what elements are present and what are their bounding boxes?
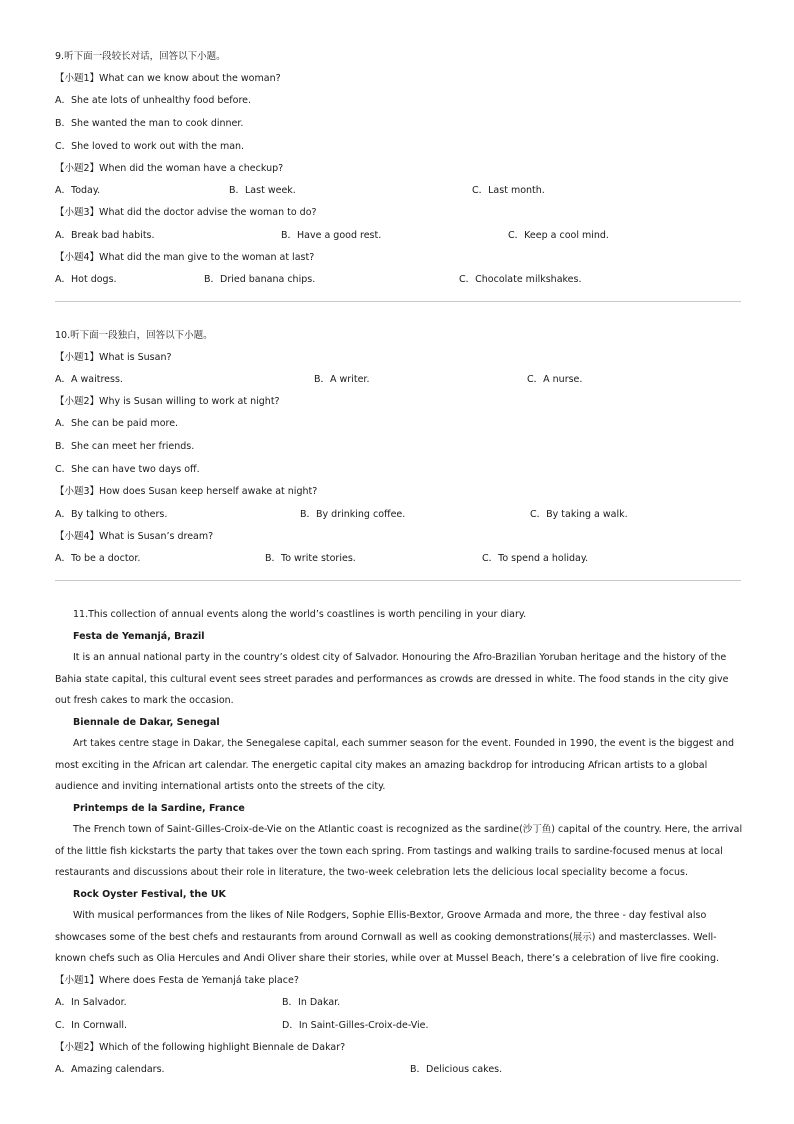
q10-intro: 10.听下面一段独白，回答以下小题。 bbox=[55, 330, 213, 341]
q9-sub1-option-a: A．She ate lots of unhealthy food before. bbox=[55, 95, 252, 106]
q11-sub1-option-b: B．In Dakar. bbox=[282, 997, 341, 1008]
q9-sub1-option-b: B．She wanted the man to cook dinner. bbox=[55, 118, 244, 129]
q11-sub2-question: 【小题2】Which of the following highlight Biennale de Dakar? bbox=[55, 1042, 346, 1053]
section-divider bbox=[55, 301, 741, 302]
q10-sub2-option-c: C．She can have two days off. bbox=[55, 464, 200, 475]
q10-sub3-option-b: B．By drinking coffee. bbox=[300, 509, 406, 520]
q11-sub2-option-b: B．Delicious cakes. bbox=[410, 1064, 503, 1075]
q9-sub3-option-c: C．Keep a cool mind. bbox=[508, 230, 609, 241]
q11-sub2-option-a: A．Amazing calendars. bbox=[55, 1064, 165, 1075]
q10-sub3-option-a: A．By talking to others. bbox=[55, 509, 168, 520]
q9-intro: 9.听下面一段较长对话，回答以下小题。 bbox=[55, 51, 226, 62]
q11-sub1-option-c: C．In Cornwall. bbox=[55, 1020, 128, 1031]
section-divider bbox=[55, 580, 741, 581]
q10-sub2-option-a: A．She can be paid more. bbox=[55, 418, 179, 429]
q10-sub1-option-c: C．A nurse. bbox=[527, 374, 583, 385]
q9-sub2-option-b: B．Last week. bbox=[229, 185, 296, 196]
q10-sub4-question: 【小题4】What is Susan’s dream? bbox=[55, 531, 214, 542]
section-heading-oyster: Rock Oyster Festival, the UK bbox=[73, 889, 226, 900]
section-body-sardine: The French town of Saint-Gilles-Croix-de-Vie on the Atlantic coast is recognized as the sardine(沙丁鱼) capital of the country. Here, the arrival of the little fish kickstarts the party that takes over the town each spring. From tastings and walking trails to sardine-focused menus at local restaurants and discussions about their role in literature, the two-week celebration lets the delicious local speciality become a focus. bbox=[55, 824, 743, 879]
q11-sub1-option-d: D．In Saint-Gilles-Croix-de-Vie. bbox=[282, 1020, 429, 1031]
q10-sub1-option-b: B．A writer. bbox=[314, 374, 370, 385]
q9-sub1-question: 【小题1】What can we know about the woman? bbox=[55, 73, 281, 84]
q9-sub4-option-c: C．Chocolate milkshakes. bbox=[459, 274, 582, 285]
q10-sub1-question: 【小题1】What is Susan? bbox=[55, 352, 172, 363]
q10-sub4-option-a: A．To be a doctor. bbox=[55, 553, 141, 564]
q9-sub2-option-c: C．Last month. bbox=[472, 185, 545, 196]
q10-sub2-question: 【小题2】Why is Susan willing to work at night? bbox=[55, 396, 280, 407]
q9-sub4-question: 【小题4】What did the man give to the woman at last? bbox=[55, 252, 315, 263]
section-heading-sardine: Printemps de la Sardine, France bbox=[73, 803, 245, 814]
q11-sub1-question: 【小题1】Where does Festa de Yemanjá take place? bbox=[55, 975, 299, 986]
section-heading-dakar: Biennale de Dakar, Senegal bbox=[73, 717, 220, 728]
q9-sub3-option-a: A．Break bad habits. bbox=[55, 230, 155, 241]
q9-sub2-option-a: A．Today. bbox=[55, 185, 101, 196]
q9-sub4-option-b: B．Dried banana chips. bbox=[204, 274, 316, 285]
q9-sub2-question: 【小题2】When did the woman have a checkup? bbox=[55, 163, 284, 174]
q10-sub3-question: 【小题3】How does Susan keep herself awake at night? bbox=[55, 486, 318, 497]
q9-sub4-option-a: A．Hot dogs. bbox=[55, 274, 117, 285]
section-heading-yemanja: Festa de Yemanjá, Brazil bbox=[73, 631, 205, 642]
q10-sub3-option-c: C．By taking a walk. bbox=[530, 509, 628, 520]
q11-intro: 11.This collection of annual events along the world’s coastlines is worth penciling in your diary. bbox=[73, 609, 527, 620]
q11-sub1-option-a: A．In Salvador. bbox=[55, 997, 127, 1008]
section-body-yemanja: It is an annual national party in the country’s oldest city of Salvador. Honouring the Afro-Brazilian Yoruban heritage and the history of the Bahia state capital, this cultural event sees street parades and performances as crowds are dressed in white. The food stands in the city give out fresh cakes to mark the occasion. bbox=[55, 652, 729, 707]
q9-sub3-option-b: B．Have a good rest. bbox=[281, 230, 382, 241]
q9-sub1-option-c: C．She loved to work out with the man. bbox=[55, 141, 245, 152]
q10-sub4-option-b: B．To write stories. bbox=[265, 553, 356, 564]
q9-sub3-question: 【小题3】What did the doctor advise the woman to do? bbox=[55, 207, 317, 218]
q10-sub1-option-a: A．A waitress. bbox=[55, 374, 123, 385]
q10-sub4-option-c: C．To spend a holiday. bbox=[482, 553, 589, 564]
section-body-dakar: Art takes centre stage in Dakar, the Senegalese capital, each summer season for the event. Founded in 1990, the event is the biggest and most exciting in the African art calendar. The energetic capital city makes an amazing backdrop for introducing African artists to a global audience and inviting international artists onto the streets of the city. bbox=[55, 738, 735, 793]
section-body-oyster: With musical performances from the likes of Nile Rodgers, Sophie Ellis-Bextor, Groove Armada and more, the three - day festival also showcases some of the best chefs and restaurants from around Cornwall as well as cooking demonstrations(展示) and masterclasses. Well-known chefs such as Olia Hercules and Andi Oliver share their stories, while over at Mussel Beach, there’s a celebration of live fire cooking. bbox=[55, 910, 720, 965]
q10-sub2-option-b: B．She can meet her friends. bbox=[55, 441, 195, 452]
